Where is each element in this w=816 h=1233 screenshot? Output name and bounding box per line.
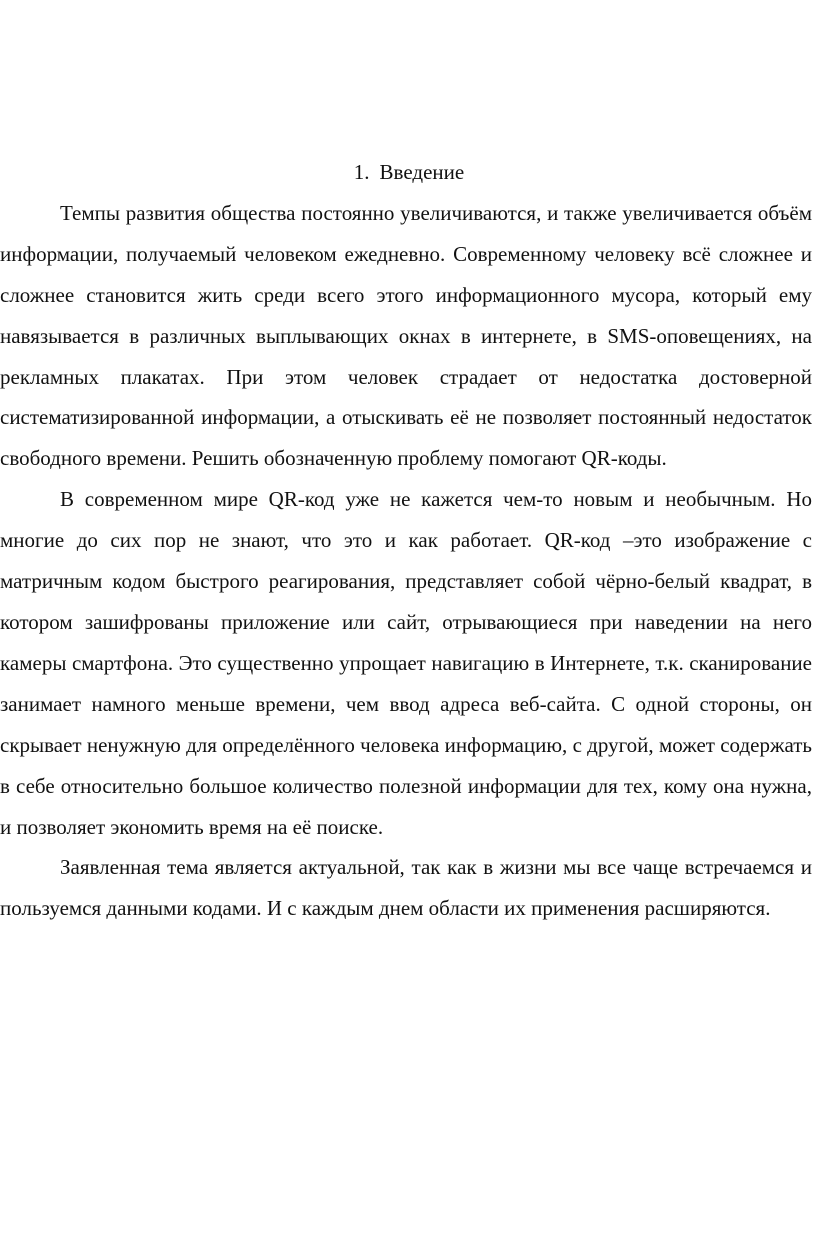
paragraph-1: Темпы развития общества постоянно увеличиваются, и также увеличивается объём информации, получаемый человеком ежедневно. Современному человеку всё сложнее и сложнее становится жить среди всего этого информационного мусора, который ему навязывается в различных выплывающих окнах в интернете, в SMS-оповещениях, на рекламных плакатах. При этом человек страдает от недостатка достоверной систематизированной информации, а отыскивать её не позволяет постоянный недостаток свободного времени. Решить обозначенную проблему помогают QR-коды. bbox=[0, 200, 812, 471]
section-number: 1. bbox=[353, 160, 370, 184]
paragraph-2: В современном мире QR-код уже не кажется чем-то новым и необычным. Но многие до сих пор не знают, что это и как работает. QR-код –это изображение с матричным кодом быстрого реагирования, представляет собой чёрно-белый квадрат, в котором зашифрованы приложение или сайт, отрывающиеся при наведении на него камеры смартфона. Это существенно упрощает навигацию в Интернете, т.к. сканирование занимает намного меньше времени, чем ввод адреса веб-сайта. С одной стороны, он скрывает ненужную для определённого человека информацию, с другой, может содержать в себе относительно большое количество полезной информации для тех, кому она нужна, и позволяет экономить время на её поиске. bbox=[0, 487, 812, 839]
document-body bbox=[0, 152, 812, 929]
paragraph-3: Заявленная тема является актуальной, так как в жизни мы все чаще встречаемся и пользуемся данными кодами. И с каждым днем области их применения расширяются. bbox=[0, 855, 812, 921]
section-title: Введение bbox=[379, 160, 465, 184]
section-heading bbox=[0, 152, 812, 193]
